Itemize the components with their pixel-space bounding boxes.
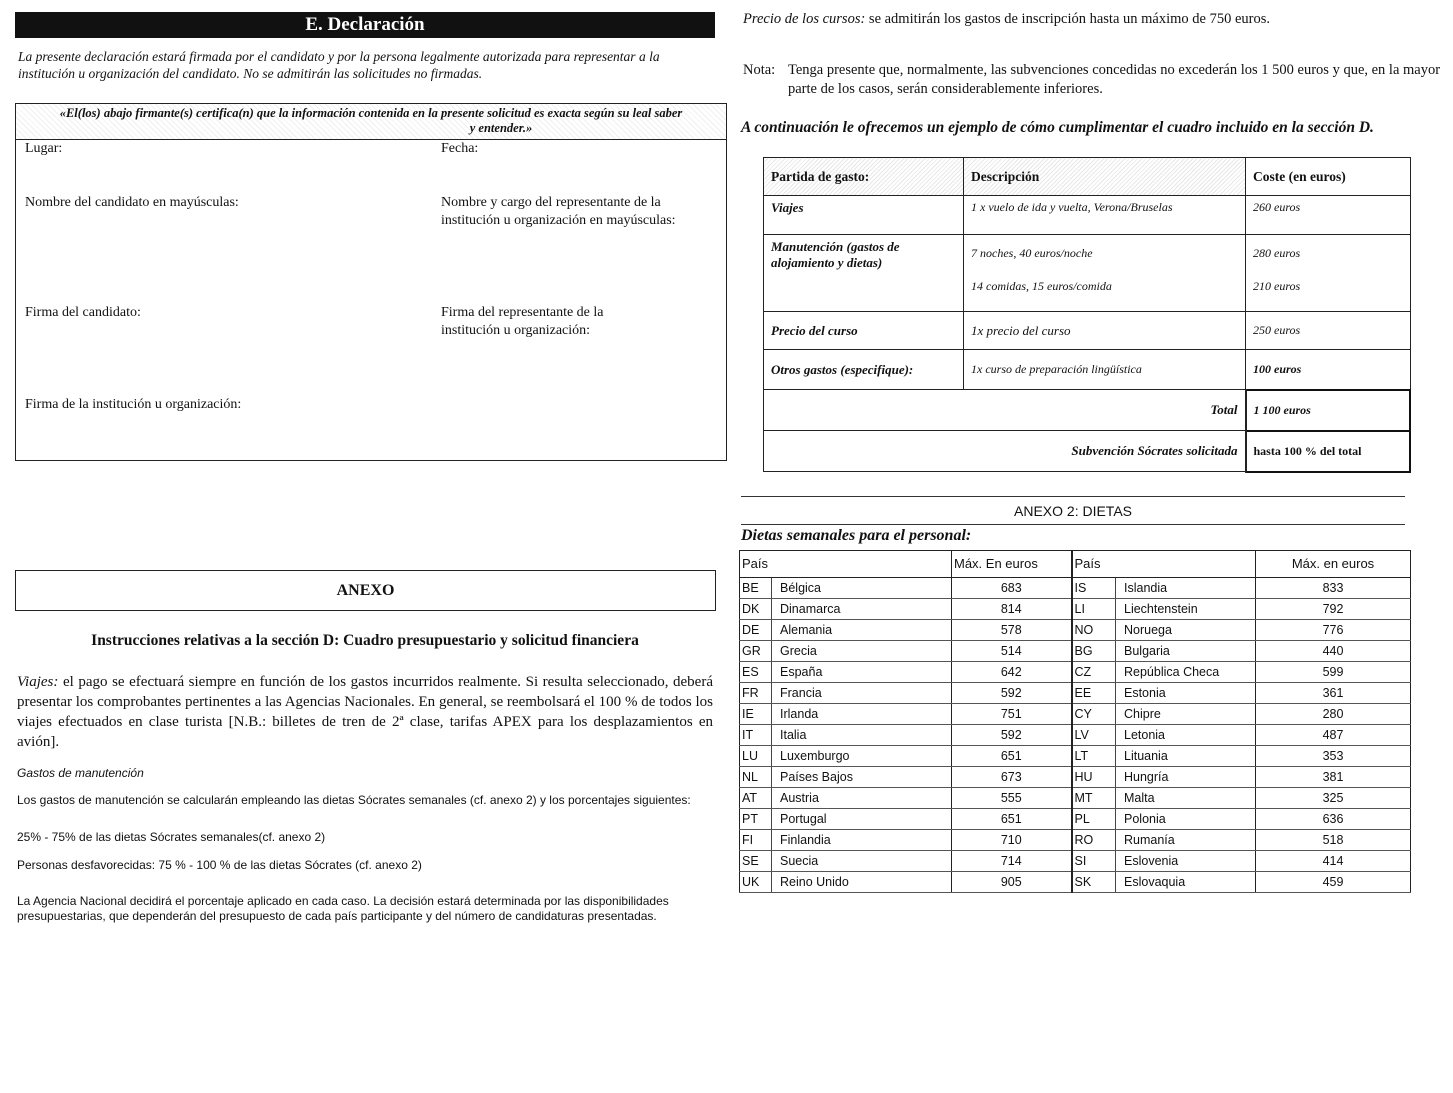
country-code: LU: [740, 746, 772, 767]
precio-cursos-paragraph: [743, 10, 1270, 29]
country-code: UK: [740, 872, 772, 893]
country-name: Noruega: [1116, 620, 1256, 641]
firma-candidato-field[interactable]: Firma del candidato:: [25, 305, 141, 320]
diet-value: 651: [952, 746, 1072, 767]
country-name: Países Bajos: [772, 767, 952, 788]
country-code: LV: [1072, 725, 1116, 746]
country-name: Alemania: [772, 620, 952, 641]
country-code: CY: [1072, 704, 1116, 725]
country-name: Suecia: [772, 851, 952, 872]
annex-title-box: ANEXO: [15, 570, 716, 611]
declaration-intro: La presente declaración estará firmada por el candidato y por la persona legalmente autorizada para representar a la institución u organización del candidato. No se admitirán las solicitudes no firmadas.: [18, 49, 660, 81]
country-name: Eslovenia: [1116, 851, 1256, 872]
country-name: Eslovaquia: [1116, 872, 1256, 893]
quote-line-1: «El(los) abajo firmante(s) certifica(n) que la información contenida en la presente solicitud es exacta según su leal saber: [59, 106, 683, 120]
gastos-text-2: 25% - 75% de las dietas Sócrates semanales(cf. anexo 2): [17, 830, 326, 844]
diet-value: 555: [952, 788, 1072, 809]
ex-manutencion-item: Manutención (gastos de alojamiento y dietas): [764, 235, 964, 312]
country-name: Italia: [772, 725, 952, 746]
country-name: Luxemburgo: [772, 746, 952, 767]
diet-value: 381: [1256, 767, 1411, 788]
country-code: RO: [1072, 830, 1116, 851]
diet-value: 592: [952, 725, 1072, 746]
nombre-representante-field[interactable]: Nombre y cargo del representante de la institución u organización en mayúsculas:: [441, 195, 676, 228]
country-name: Dinamarca: [772, 599, 952, 620]
table-row: [740, 725, 1411, 746]
country-code: LI: [1072, 599, 1116, 620]
table-row: [740, 683, 1411, 704]
example-intro: A continuación le ofrecemos un ejemplo de cómo cumplimentar el cuadro incluido en la sección D.: [741, 119, 1374, 136]
country-code: NL: [740, 767, 772, 788]
diet-value: 636: [1256, 809, 1411, 830]
diet-value: 459: [1256, 872, 1411, 893]
country-code: NO: [1072, 620, 1116, 641]
country-name: Irlanda: [772, 704, 952, 725]
firma-institucion-field[interactable]: Firma de la institución u organización:: [25, 397, 242, 412]
diet-value: 518: [1256, 830, 1411, 851]
nota-label: Nota:: [743, 62, 776, 78]
country-name: Bulgaria: [1116, 641, 1256, 662]
diet-value: 487: [1256, 725, 1411, 746]
precio-text: se admitirán los gastos de inscripción hasta un máximo de 750 euros.: [865, 11, 1271, 27]
country-code: ES: [740, 662, 772, 683]
diet-value: 833: [1256, 578, 1411, 599]
fecha-field[interactable]: Fecha:: [441, 141, 479, 156]
table-row: [740, 851, 1411, 872]
diet-value: 683: [952, 578, 1072, 599]
ex-curso-item: Precio del curso: [764, 312, 964, 350]
country-name: Austria: [772, 788, 952, 809]
country-code: PT: [740, 809, 772, 830]
country-code: MT: [1072, 788, 1116, 809]
table-row: [740, 767, 1411, 788]
table-row: [740, 641, 1411, 662]
diet-value: 710: [952, 830, 1072, 851]
country-code: FR: [740, 683, 772, 704]
diet-value: 353: [1256, 746, 1411, 767]
country-code: BG: [1072, 641, 1116, 662]
table-row: [740, 788, 1411, 809]
country-name: Finlandia: [772, 830, 952, 851]
country-name: Grecia: [772, 641, 952, 662]
country-name: Bélgica: [772, 578, 952, 599]
country-name: España: [772, 662, 952, 683]
country-name: Lituania: [1116, 746, 1256, 767]
country-code: EE: [1072, 683, 1116, 704]
ex-manutencion-cost: 280 euros 210 euros: [1246, 235, 1411, 312]
diet-value: 440: [1256, 641, 1411, 662]
divider-top: [741, 496, 1405, 497]
gastos-text-4: La Agencia Nacional decidirá el porcentaje aplicado en cada caso. La decisión estará determinada por las disponibilidades presupuestarias, que dependerán del presupuesto de cada país participante y del número de candidaturas presentadas.: [17, 894, 669, 923]
diet-value: 361: [1256, 683, 1411, 704]
country-name: Hungría: [1116, 767, 1256, 788]
table-row: [740, 809, 1411, 830]
country-name: Islandia: [1116, 578, 1256, 599]
gastos-title: Gastos de manutención: [17, 766, 144, 780]
table-row: [740, 704, 1411, 725]
diet-value: 599: [1256, 662, 1411, 683]
nombre-candidato-field[interactable]: Nombre del candidato en mayúsculas:: [25, 195, 239, 210]
table-row: [740, 599, 1411, 620]
divider-bottom: [741, 524, 1405, 525]
ex-manutencion-desc: 7 noches, 40 euros/noche 14 comidas, 15 euros/comida: [964, 235, 1246, 312]
country-name: Malta: [1116, 788, 1256, 809]
diet-value: 776: [1256, 620, 1411, 641]
declaration-quote: [16, 104, 726, 140]
ex-otros-item: Otros gastos (especifique):: [764, 350, 964, 390]
diet-value: 414: [1256, 851, 1411, 872]
country-name: Polonia: [1116, 809, 1256, 830]
diet-value: 592: [952, 683, 1072, 704]
diet-value: 642: [952, 662, 1072, 683]
annex2-title: ANEXO 2: DIETAS: [1014, 503, 1132, 519]
country-name: República Checa: [1116, 662, 1256, 683]
country-name: Liechtenstein: [1116, 599, 1256, 620]
diets-table: [739, 550, 1411, 893]
country-name: Reino Unido: [772, 872, 952, 893]
country-code: CZ: [1072, 662, 1116, 683]
country-code: LT: [1072, 746, 1116, 767]
country-code: DE: [740, 620, 772, 641]
ex-header-partida: Partida de gasto:: [764, 158, 964, 196]
table-row: [740, 872, 1411, 893]
diet-value: 751: [952, 704, 1072, 725]
ex-viajes-desc: 1 x vuelo de ida y vuelta, Verona/Bruselas: [964, 196, 1246, 235]
country-code: PL: [1072, 809, 1116, 830]
ex-subvencion-label: Subvención Sócrates solicitada: [764, 431, 1246, 472]
country-code: BE: [740, 578, 772, 599]
gastos-text-1: Los gastos de manutención se calcularán empleando las dietas Sócrates semanales (cf. anexo 2) y los porcentajes siguientes:: [17, 793, 691, 807]
section-e-header: E. Declaración: [15, 12, 715, 38]
diets-header-pais-2: País: [1072, 551, 1256, 578]
instructions-title: Instrucciones relativas a la sección D: Cuadro presupuestario y solicitud financiera: [91, 632, 639, 649]
diet-value: 673: [952, 767, 1072, 788]
diet-value: 814: [952, 599, 1072, 620]
viajes-label: Viajes:: [17, 674, 59, 690]
table-row: [740, 662, 1411, 683]
country-name: Letonia: [1116, 725, 1256, 746]
ex-otros-desc: 1x curso de preparación lingüística: [964, 350, 1246, 390]
ex-curso-desc: 1x precio del curso: [964, 312, 1246, 350]
diets-header-max-2: Máx. en euros: [1256, 551, 1411, 578]
nota-text: Tenga presente que, normalmente, las subvenciones concedidas no excederán los 1 500 euros y que, en la mayor parte de los casos, serán considerablemente inferiores.: [788, 62, 1441, 97]
diet-value: 905: [952, 872, 1072, 893]
declaration-box: [15, 103, 727, 461]
example-budget-table: [763, 157, 1411, 473]
country-name: Estonia: [1116, 683, 1256, 704]
country-name: Francia: [772, 683, 952, 704]
diet-value: 651: [952, 809, 1072, 830]
ex-otros-cost: 100 euros: [1246, 350, 1411, 390]
country-code: HU: [1072, 767, 1116, 788]
country-code: SE: [740, 851, 772, 872]
diet-value: 792: [1256, 599, 1411, 620]
country-code: GR: [740, 641, 772, 662]
quote-line-2: y entender.»: [469, 121, 533, 135]
viajes-paragraph: [17, 672, 713, 752]
diet-value: 514: [952, 641, 1072, 662]
country-name: Chipre: [1116, 704, 1256, 725]
lugar-field[interactable]: Lugar:: [25, 141, 63, 156]
ex-subvencion-value: hasta 100 % del total: [1246, 431, 1411, 472]
diet-value: 714: [952, 851, 1072, 872]
country-name: Rumanía: [1116, 830, 1256, 851]
diet-value: 280: [1256, 704, 1411, 725]
country-code: IS: [1072, 578, 1116, 599]
ex-header-descripcion: Descripción: [964, 158, 1246, 196]
table-row: [740, 578, 1411, 599]
ex-total-value: 1 100 euros: [1246, 390, 1411, 431]
country-code: AT: [740, 788, 772, 809]
diets-header-pais: País: [740, 551, 952, 578]
country-code: IT: [740, 725, 772, 746]
precio-label: Precio de los cursos:: [743, 11, 866, 27]
country-name: Portugal: [772, 809, 952, 830]
gastos-text-3: Personas desfavorecidas: 75 % - 100 % de las dietas Sócrates (cf. anexo 2): [17, 858, 422, 872]
country-code: DK: [740, 599, 772, 620]
country-code: SK: [1072, 872, 1116, 893]
diets-subtitle: Dietas semanales para el personal:: [741, 527, 972, 544]
ex-curso-cost: 250 euros: [1246, 312, 1411, 350]
country-code: SI: [1072, 851, 1116, 872]
diets-header-max: Máx. En euros: [952, 551, 1072, 578]
table-row: [740, 620, 1411, 641]
table-row: [740, 746, 1411, 767]
viajes-text: el pago se efectuará siempre en función de los gastos incurridos realmente. Si resulta seleccionado, deberá presentar los comprobantes pertinentes a las Agencias Nacionales. En general, se reembolsará el 100 % de todos los viajes efectuados en clase turista [N.B.: billetes de tren de 2ª clase, tarifas APEX para los desplazamientos en avión].: [17, 674, 713, 750]
table-row: [740, 830, 1411, 851]
ex-header-coste: Coste (en euros): [1246, 158, 1411, 196]
ex-viajes-item: Viajes: [764, 196, 964, 235]
firma-representante-field[interactable]: Firma del representante de la institución u organización:: [441, 305, 604, 338]
country-code: FI: [740, 830, 772, 851]
diet-value: 325: [1256, 788, 1411, 809]
diets-table-body: [740, 578, 1411, 893]
diet-value: 578: [952, 620, 1072, 641]
ex-total-label: Total: [764, 390, 1246, 431]
country-code: IE: [740, 704, 772, 725]
ex-viajes-cost: 260 euros: [1246, 196, 1411, 235]
